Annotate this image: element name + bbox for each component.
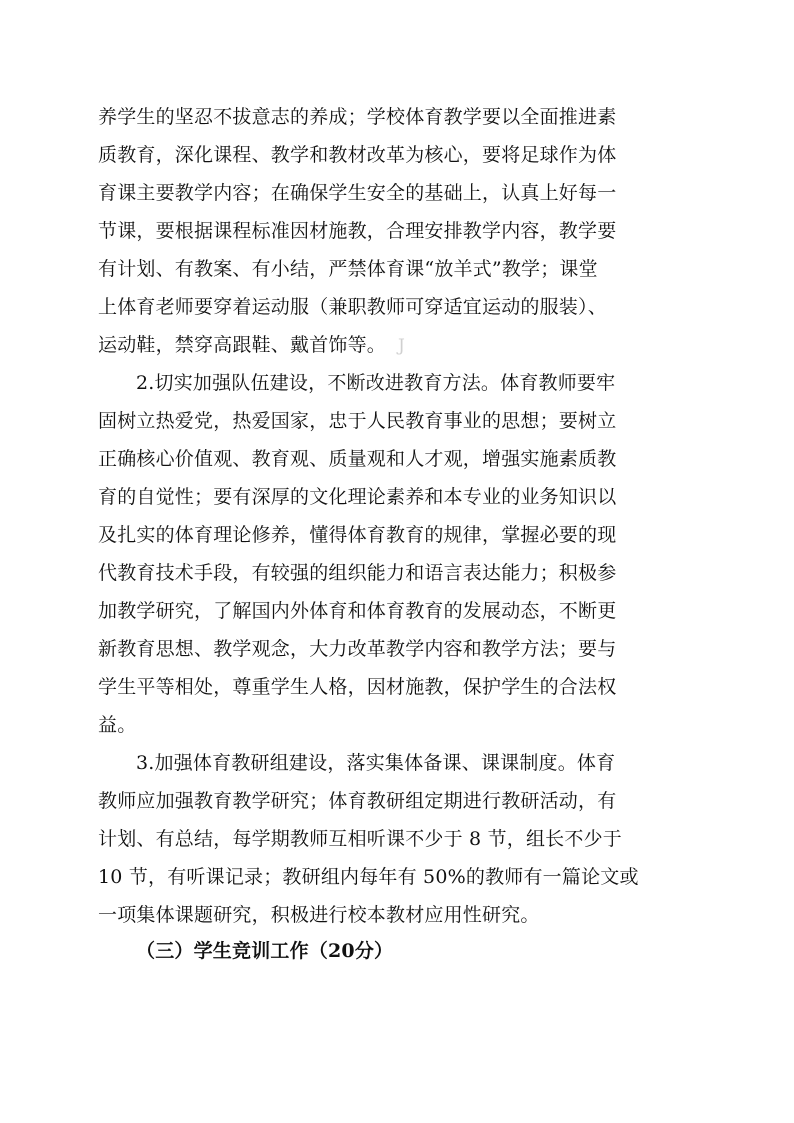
paragraph-2-line-5: 及扎实的体育理论修养，懂得体育教育的规律，掌握必要的现 — [98, 524, 617, 546]
paragraph-3-line-3: 计划、有总结，每学期教师互相听课不少于 8 节，组长不少于 — [98, 828, 622, 850]
body-line-7 — [98, 325, 405, 365]
body-line-2: 质教育，深化课程、教学和教材改革为核心，要将足球作为体 — [98, 144, 617, 166]
paragraph-2-line-8: 新教育思想、教学观念，大力改革教学内容和教学方法；要与 — [98, 638, 617, 660]
paragraph-3-line-1: 3.加强体育教研组建设，落实集体备课、课课制度。体育 — [136, 752, 616, 774]
paragraph-2-line-10: 益。 — [98, 714, 137, 736]
paragraph-3-line-4: 10 节，有听课记录；教研组内每年有 50%的教师有一篇论文或 — [98, 866, 639, 888]
body-line-4: 节课，要根据课程标准因材施教，合理安排教学内容，教学要 — [98, 220, 617, 242]
paragraph-2-line-1: 2.切实加强队伍建设，不断改进教育方法。体育教师要牢 — [136, 372, 616, 394]
body-line-5: 有计划、有教案、有小结，严禁体育课“放羊式”教学；课堂 — [98, 258, 598, 280]
paragraph-3-line-2: 教师应加强教育教学研究；体育教研组定期进行教研活动，有 — [98, 790, 617, 812]
paragraph-2-line-2: 固树立热爱党，热爱国家，忠于人民教育事业的思想；要树立 — [98, 410, 617, 432]
paragraph-2-line-3: 正确核心价值观、教育观、质量观和人才观，增强实施素质教 — [98, 448, 617, 470]
paragraph-2-line-6: 代教育技术手段，有较强的组织能力和语言表达能力；积极参 — [98, 562, 617, 584]
paragraph-2-line-4: 育的自觉性；要有深厚的文化理论素养和本专业的业务知识以 — [98, 486, 617, 508]
body-line-3: 育课主要教学内容；在确保学生安全的基础上，认真上好每一 — [98, 182, 617, 204]
paragraph-2-line-9: 学生平等相处，尊重学生人格，因材施教，保护学生的合法权 — [98, 676, 617, 698]
paragraph-3-line-5: 一项集体课题研究，积极进行校本教材应用性研究。 — [98, 904, 540, 926]
ghost-mark: J — [398, 336, 406, 356]
body-line-1: 养学生的坚忍不拔意志的养成；学校体育教学要以全面推进素 — [98, 106, 617, 128]
paragraph-2-line-7: 加教学研究，了解国内外体育和体育教育的发展动态，不断更 — [98, 600, 617, 622]
body-line-7-text: 运动鞋，禁穿高跟鞋、戴首饰等。 — [98, 334, 387, 356]
body-line-6: 上体育老师要穿着运动服（兼职教师可穿适宜运动的服装）、 — [98, 296, 607, 318]
section-heading: （三）学生竞训工作（20分） — [136, 940, 394, 962]
